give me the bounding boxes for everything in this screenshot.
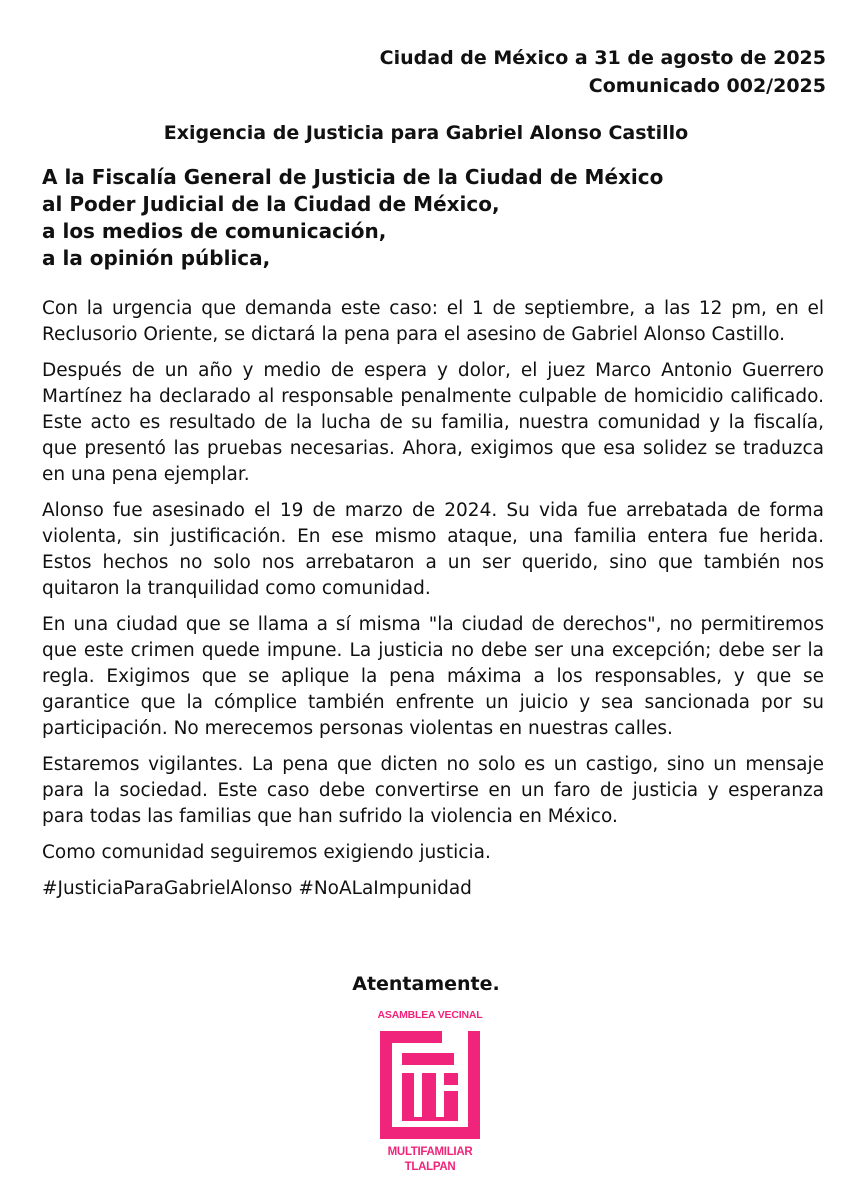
logo-mark-icon	[378, 1029, 482, 1141]
addressee-block	[42, 164, 663, 272]
body-paragraph: Con la urgencia que demanda este caso: el 1 de septiembre, a las 12 pm, en el Reclusorio Oriente, se dictará la pena para el asesino de Gabriel Alonso Castillo.	[42, 298, 824, 345]
body-paragraph: Como comunidad seguiremos exigiendo justicia.	[42, 842, 491, 863]
letter-header	[380, 44, 826, 100]
document-title: Exigencia de Justicia para Gabriel Alonso Castillo	[163, 122, 689, 144]
logo-top-text: ASAMBLEA VECINAL	[377, 1009, 483, 1021]
addressee-line: a los medios de comunicación,	[42, 219, 387, 243]
hashtags: #JusticiaParaGabrielAlonso #NoALaImpunidad	[42, 878, 472, 899]
body-paragraph: Alonso fue asesinado el 19 de marzo de 2024. Su vida fue arrebatada de forma violenta, sin justificación. En ese mismo ataque, una familia entera fue herida. Estos hechos no solo nos arrebataron a un ser querido, sino que también nos quitaron la tranquilidad como comunidad.	[42, 500, 824, 599]
communique-number: Comunicado 002/2025	[588, 75, 826, 97]
logo-bottom-line: TLALPAN	[404, 1161, 456, 1173]
closing-salutation: Atentamente.	[352, 973, 500, 995]
body-paragraph: Después de un año y medio de espera y dolor, el juez Marco Antonio Guerrero Martínez ha declarado al responsable penalmente culpable de homicidio calificado. Este acto es resultado de la lucha de su familia, nuestra comunidad y la fiscalía, que presentó las pruebas necesarias. Ahora, exigimos que esa solidez se traduzca en una pena ejemplar.	[42, 360, 824, 485]
letter-body	[42, 296, 824, 912]
date-line: Ciudad de México a 31 de agosto de 2025	[379, 47, 826, 69]
organization-logo	[370, 1005, 490, 1190]
addressee-line: a la opinión pública,	[42, 246, 271, 270]
addressee-line: A la Fiscalía General de Justicia de la Ciudad de México	[42, 165, 664, 189]
logo-bottom-line: MULTIFAMILIAR	[387, 1146, 473, 1158]
addressee-line: al Poder Judicial de la Ciudad de México,	[42, 192, 500, 216]
logo-bottom-text	[370, 1145, 490, 1175]
body-paragraph: En una ciudad que se llama a sí misma "la ciudad de derechos", no permitiremos que este crimen quede impune. La justicia no debe ser una excepción; debe ser la regla. Exigimos que se aplique la pena máxima a los responsables, y que se garantice que la cómplice también enfrente un juicio y sea sancionada por su participación. No merecemos personas violentas en nuestras calles.	[42, 614, 824, 739]
body-paragraph: Estaremos vigilantes. La pena que dicten no solo es un castigo, sino un mensaje para la sociedad. Este caso debe convertirse en un faro de justicia y esperanza para todas las familias que han sufrido la violencia en México.	[42, 754, 824, 827]
